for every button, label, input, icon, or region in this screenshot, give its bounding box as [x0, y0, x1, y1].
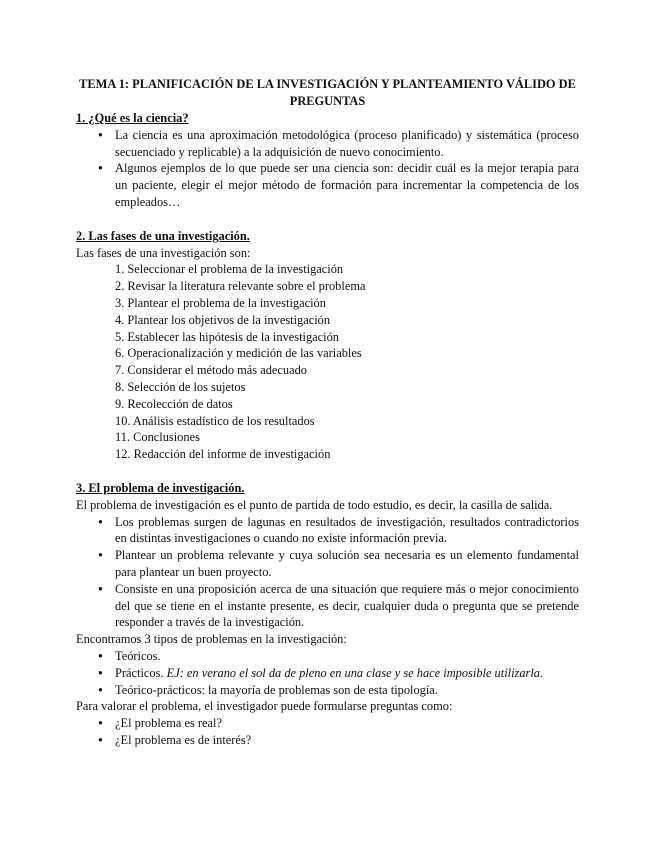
practicos-label: Prácticos. [115, 665, 164, 680]
section-1-bullets [76, 127, 579, 211]
section-1-heading: 1. ¿Qué es la ciencia? [76, 111, 189, 125]
list-item: 6. Operacionalización y medición de las variables [115, 346, 362, 361]
list-item: ● Los problemas surgen de lagunas en resultados de investigación, resultados contradictorios en distintas investigaciones o cuando no existe información previa. [76, 514, 579, 548]
problem-types-list [76, 648, 579, 698]
section-2-heading: 2. Las fases de una investigación. [76, 228, 250, 243]
list-item: 7. Considerar el método más adecuado [115, 363, 307, 378]
list-item: ● Teóricos. [76, 648, 579, 665]
list-item: 9. Recolección de datos [115, 396, 233, 411]
list-item: 5. Establecer las hipótesis de la investigación [115, 329, 339, 344]
list-item: 3. Plantear el problema de la investigación [115, 295, 326, 310]
list-item: ● ¿El problema es real? [76, 715, 579, 732]
list-item: 8. Selección de los sujetos [115, 379, 246, 394]
practicos-example: EJ: en verano el sol da de pleno en una clase y se hace imposible utilizarla. [166, 665, 544, 680]
list-item: ● Algunos ejemplos de lo que puede ser una ciencia son: decidir cuál es la mejor terapia para un paciente, elegir el mejor método de formación para incrementar la competencia de los empleados… [76, 160, 579, 210]
list-item: ● Consiste en una proposición acerca de una situación que requiere más o mejor conocimiento del que se tiene en el instante presente, es decir, cualquier duda o pregunta que se pretende responder a través de la investigación. [76, 581, 579, 631]
section-3-heading: 3. El problema de investigación. [76, 480, 245, 495]
section-3-intro: El problema de investigación es el punto de partida de todo estudio, es decir, la casilla de salida. [76, 497, 553, 512]
list-item [76, 665, 579, 682]
phases-list [76, 261, 579, 463]
problem-types-intro: Encontramos 3 tipos de problemas en la investigación: [76, 632, 347, 647]
section-2-intro: Las fases de una investigación son: [76, 245, 251, 260]
document-title: TEMA 1: PLANIFICACIÓN DE LA INVESTIGACIÓN Y PLANTEAMIENTO VÁLIDO DE PREGUNTAS [79, 77, 576, 108]
list-item: 4. Plantear los objetivos de la investigación [115, 312, 331, 327]
list-item: ● La ciencia es una aproximación metodológica (proceso planificado) y sistemática (proceso secuenciado y replicable) a la adquisición de nuevo conocimiento. [76, 127, 579, 161]
section-3-bullets [76, 514, 579, 632]
list-item: ● ¿El problema es de interés? [76, 732, 579, 749]
list-item: 2. Revisar la literatura relevante sobre el problema [115, 279, 366, 294]
document-body [76, 110, 579, 749]
questions-list [76, 715, 579, 749]
list-item: ● Teórico-prácticos: la mayoría de problemas son de esta tipología. [76, 682, 579, 699]
list-item: 11. Conclusiones [115, 430, 200, 445]
list-item: 1. Seleccionar el problema de la investigación [115, 262, 344, 277]
list-item: 10. Análisis estadístico de los resultados [115, 413, 315, 428]
list-item: ● Plantear un problema relevante y cuya solución sea necesaria es un elemento fundamental para plantear un buen proyecto. [76, 547, 579, 581]
list-item: 12. Redacción del informe de investigación [115, 447, 331, 462]
questions-intro: Para valorar el problema, el investigador puede formularse preguntas como: [76, 699, 453, 714]
